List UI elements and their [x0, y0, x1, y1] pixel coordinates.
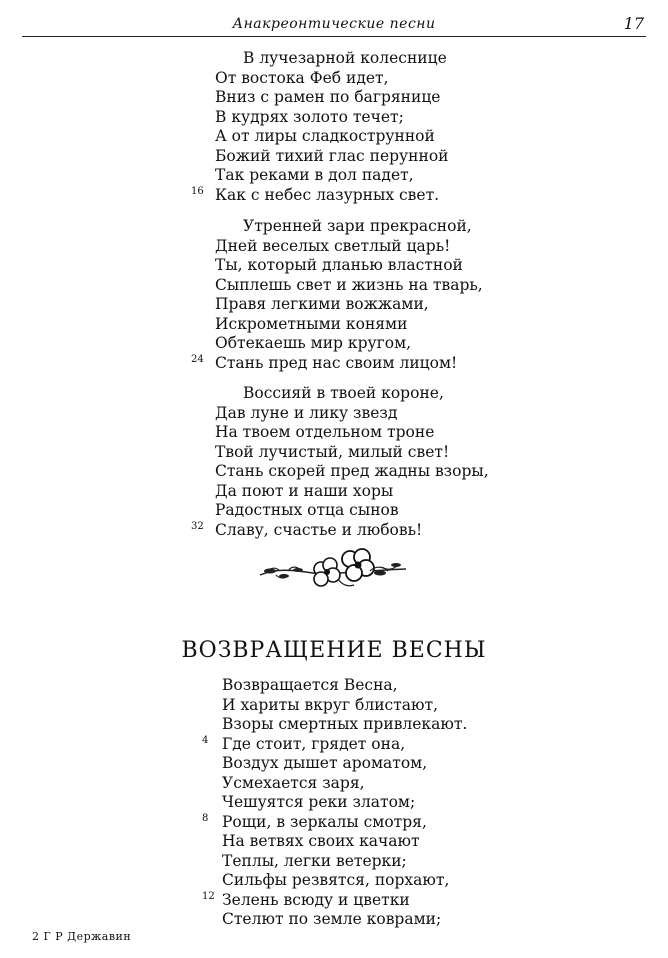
- line-text: Рощи, в зеркалы смотря,: [222, 812, 427, 831]
- poem-line: [202, 890, 467, 911]
- line-text: Сильфы резвятся, порхают,: [222, 871, 450, 889]
- line-text: Воздух дышет ароматом,: [222, 754, 428, 772]
- poem-line: [215, 256, 483, 276]
- line-text: Как с небес лазурных свет.: [215, 185, 440, 204]
- line-text: Возвращается Весна,: [222, 676, 398, 694]
- poem-title: ВОЗВРАЩЕНИЕ ВЕСНЫ: [181, 638, 487, 663]
- poem-line: [215, 69, 449, 89]
- poem-line: [222, 871, 467, 891]
- stanza-4: [202, 676, 468, 930]
- poem-line: [215, 384, 489, 404]
- poem-line: [222, 676, 467, 696]
- poem-line: [222, 852, 467, 872]
- line-text: И хариты вкруг блистают,: [222, 695, 439, 714]
- poem-line: [191, 520, 489, 541]
- line-text: В лучезарной колеснице: [243, 49, 447, 67]
- poem-line: [215, 295, 483, 315]
- line-text: В кудрях золото течет;: [215, 107, 404, 126]
- poem-line: [202, 734, 467, 755]
- poem-line: [191, 185, 449, 206]
- poem-line: [215, 276, 483, 296]
- line-text: Зелень всюду и цветки: [222, 890, 410, 909]
- line-text: Усмехается заря,: [222, 773, 365, 792]
- poem-line: [215, 147, 449, 167]
- line-text: Чешуятся реки златом;: [222, 793, 416, 811]
- poem-line: [215, 127, 449, 147]
- poem-line: [202, 812, 467, 833]
- poem-line: [215, 334, 483, 354]
- stanza-2: [191, 217, 483, 373]
- poem-line: [215, 501, 489, 521]
- poem-line: [215, 108, 449, 128]
- poem-line: [222, 910, 467, 930]
- line-text: Стань пред нас своим лицом!: [215, 353, 458, 372]
- page-number: 17: [623, 14, 644, 33]
- line-text: Радостных отца сынов: [215, 501, 399, 519]
- poem-line: [215, 237, 483, 257]
- poem-line: [215, 88, 449, 108]
- poem-line: [222, 832, 467, 852]
- line-text: От востока Феб идет,: [215, 68, 389, 87]
- line-text: Ты, который дланью властной: [215, 256, 463, 274]
- poem-line: [222, 774, 467, 794]
- line-text: А от лиры сладкострунной: [215, 127, 435, 145]
- running-title: Анакреонтические песни: [232, 16, 436, 32]
- line-number: 16: [191, 185, 204, 197]
- line-number: 32: [191, 520, 204, 532]
- line-text: Дав луне и лику звезд: [215, 403, 398, 422]
- poem-line: [222, 696, 467, 716]
- footer-signature: 2 Г Р Державин: [32, 930, 132, 943]
- line-text: Обтекаешь мир кругом,: [215, 334, 412, 352]
- stanza-1: [191, 49, 449, 205]
- poem-line: [191, 353, 483, 374]
- poem-line: [222, 793, 467, 813]
- line-text: Сыплешь свет и жизнь на тварь,: [215, 275, 483, 294]
- poem-line: [215, 217, 483, 237]
- poem-line: [215, 166, 449, 186]
- line-text: Взоры смертных привлекают.: [222, 715, 468, 733]
- line-text: Искрометными конями: [215, 314, 408, 333]
- poem-line: [215, 423, 489, 443]
- line-number: 8: [202, 812, 209, 824]
- poem-line: [215, 482, 489, 502]
- line-text: Теплы, легки ветерки;: [222, 851, 407, 870]
- line-number: 24: [191, 353, 204, 365]
- line-text: Стелют по земле коврами;: [222, 910, 442, 928]
- running-header: [22, 14, 646, 38]
- line-text: Божий тихий глас перунной: [215, 146, 449, 165]
- line-text: На ветвях своих качают: [222, 832, 420, 850]
- line-text: Стань скорей пред жадны взоры,: [215, 462, 489, 480]
- line-text: Так реками в дол падет,: [215, 166, 414, 184]
- line-text: Славу, счастье и любовь!: [215, 520, 423, 539]
- line-text: Дней веселых светлый царь!: [215, 236, 451, 255]
- poem-line: [215, 443, 489, 463]
- poem-line: [215, 404, 489, 424]
- line-text: На твоем отдельном троне: [215, 423, 435, 441]
- poem-line: [215, 462, 489, 482]
- header-rule: [22, 36, 646, 37]
- line-text: Твой лучистый, милый свет!: [215, 442, 450, 461]
- poem-line: [215, 315, 483, 335]
- stanza-3: [191, 384, 489, 540]
- line-text: Да поют и наши хоры: [215, 481, 394, 500]
- flower-ornament-icon: [258, 545, 408, 595]
- line-text: Воссияй в твоей короне,: [243, 384, 444, 402]
- line-text: Правя легкими вожжами,: [215, 295, 429, 313]
- poem-line: [222, 715, 467, 735]
- poem-line: [222, 754, 467, 774]
- line-number: 4: [202, 734, 209, 746]
- poem-line: [215, 49, 449, 69]
- line-text: Вниз с рамен по багрянице: [215, 88, 441, 106]
- line-text: Утренней зари прекрасной,: [243, 217, 472, 235]
- line-text: Где стоит, грядет она,: [222, 734, 406, 753]
- line-number: 12: [202, 890, 215, 902]
